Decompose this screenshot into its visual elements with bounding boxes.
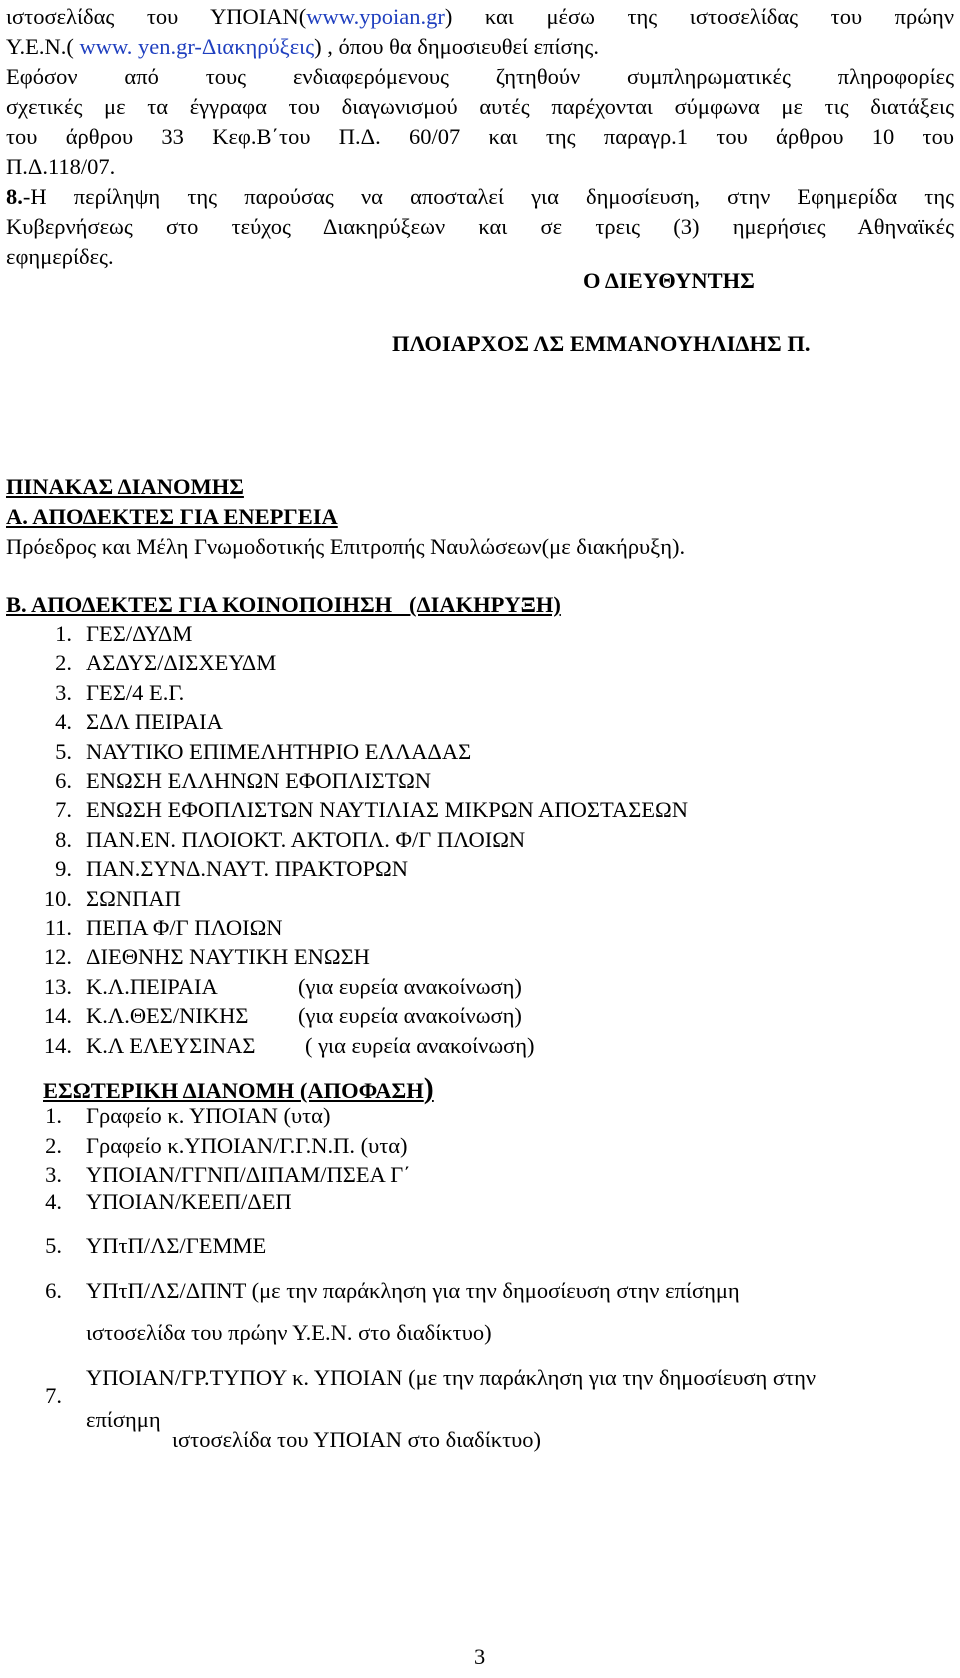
recipient-name: ΝΑΥΤΙΚΟ ΕΠΙΜΕΛΗΤΗΡΙΟ ΕΛΛΑΔΑΣ: [86, 739, 472, 764]
recipient-name: ΔΙΕΘΝΗΣ ΝΑΥΤΙΚΗ ΕΝΩΣΗ: [86, 944, 370, 969]
recipient-name: Κ.Λ.ΘΕΣ/ΝΙΚΗΣ: [86, 1003, 249, 1028]
signature-name: ΠΛΟΙΑΡΧΟΣ ΛΣ ΕΜΜΑΝΟΥΗΛΙΔΗΣ Π.: [392, 331, 811, 356]
recipient-number: 9.: [55, 856, 72, 881]
internal-item-number: 2.: [45, 1133, 62, 1158]
internal-item-number: 1.: [45, 1103, 62, 1128]
recipient-number: 1.: [55, 621, 72, 646]
recipient-number: 6.: [55, 768, 72, 793]
intro-line-5: του άρθρου 33 Κεφ.Β΄του Π.Δ. 60/07 και της παραγρ.1 του άρθρου 10 του: [6, 124, 954, 149]
recipient-name: ΓΕΣ/ΔΥΔΜ: [86, 621, 193, 646]
intro-line-6: Π.Δ.118/07.: [6, 154, 116, 179]
internal-item-text: Γραφείο κ.ΥΠΟΙΑΝ/Γ.Γ.Ν.Π. (υτα): [86, 1133, 408, 1158]
internal-item-number: 5.: [45, 1233, 62, 1258]
signature-title: Ο ΔΙΕΥΘΥΝΤΗΣ: [583, 268, 755, 293]
recipient-number: 3.: [55, 680, 72, 705]
ypoian-link[interactable]: www.ypoian.gr: [306, 4, 445, 29]
paragraph-8-line-2: Κυβερνήσεως στο τεύχος Διακηρύξεων και σε τρεις (3) ημερήσιες Αθηναϊκές: [6, 214, 954, 239]
paragraph-8-line-1: 8.-Η περίληψη της παρούσας να αποσταλεί για δημοσίευση, στην Εφημερίδα της: [6, 184, 954, 209]
recipient-number: 5.: [55, 739, 72, 764]
internal-item-text: επίσημη: [86, 1407, 161, 1432]
section-a-text: Πρόεδρος και Μέλη Γνωμοδοτικής Επιτροπής Ναυλώσεων(με διακήρυξη).: [6, 534, 686, 559]
internal-item-text: ιστοσελίδα του ΥΠΟΙΑΝ στο διαδίκτυο): [172, 1427, 542, 1452]
recipient-name: ΣΩΝΠΑΠ: [86, 886, 181, 911]
recipient-number: 2.: [55, 650, 72, 675]
recipient-number: 14.: [43, 1033, 72, 1058]
internal-item-number: 3.: [45, 1162, 62, 1187]
recipient-name: ΑΣΔΥΣ/ΔΙΣΧΕΥΔΜ: [86, 650, 277, 675]
recipient-name: ΣΔΛ ΠΕΙΡΑΙΑ: [86, 709, 223, 734]
internal-item-number: 4.: [45, 1189, 62, 1214]
paragraph-8-line-3: εφημερίδες.: [6, 244, 114, 269]
internal-distribution-heading: ΕΣΩΤΕΡΙΚΗ ΔΙΑΝΟΜΗ (ΑΠΟΦΑΣΗ): [43, 1072, 434, 1105]
recipient-note: ( για ευρεία ανακοίνωση): [305, 1033, 535, 1058]
intro-line-4: σχετικές με τα έγγραφα του διαγωνισμού αυτές παρέχονται σύμφωνα με τις διατάξεις: [6, 94, 954, 119]
internal-item-number: 6.: [45, 1278, 62, 1303]
recipient-number: 14.: [43, 1003, 72, 1028]
recipient-name: ΕΝΩΣΗ ΕΛΛΗΝΩΝ ΕΦΟΠΛΙΣΤΩΝ: [86, 768, 432, 793]
distribution-heading: ΠΙΝΑΚΑΣ ΔΙΑΝΟΜΗΣ: [6, 474, 244, 499]
recipient-number: 4.: [55, 709, 72, 734]
intro-line-1: ιστοσελίδας του ΥΠΟΙΑΝ(www.ypoian.gr) και μέσω της ιστοσελίδας του πρώην: [6, 4, 954, 29]
internal-item-text: ΥΠτΠ/ΛΣ/ΓΕΜΜΕ: [86, 1233, 267, 1258]
recipient-number: 8.: [55, 827, 72, 852]
internal-item-text: ιστοσελίδα του πρώην Υ.Ε.Ν. στο διαδίκτυο): [86, 1320, 492, 1345]
internal-item-number: 7.: [45, 1383, 62, 1408]
recipient-name: ΠΕΠΑ Φ/Γ ΠΛΟΙΩΝ: [86, 915, 283, 940]
paragraph-8-number: 8.: [6, 184, 23, 209]
recipient-note: (για ευρεία ανακοίνωση): [298, 974, 522, 999]
recipient-number: 11.: [44, 915, 72, 940]
recipient-number: 10.: [43, 886, 72, 911]
recipient-note: (για ευρεία ανακοίνωση): [298, 1003, 522, 1028]
section-b-heading: Β. ΑΠΟΔΕΚΤΕΣ ΓΙΑ ΚΟΙΝΟΠΟΙΗΣΗ (ΔΙΑΚΗΡΥΞΗ): [6, 592, 561, 617]
internal-item-text: Γραφείο κ. ΥΠΟΙΑΝ (υτα): [86, 1103, 331, 1128]
yen-link[interactable]: www. yen.gr-Διακηρύξεις: [79, 34, 315, 59]
recipient-number: 13.: [43, 974, 72, 999]
intro-line-2: Υ.Ε.Ν.( www. yen.gr-Διακηρύξεις) , όπου θα δημοσιευθεί επίσης.: [6, 34, 599, 59]
recipient-number: 12.: [43, 944, 72, 969]
recipient-name: Κ.Λ ΕΛΕΥΣΙΝΑΣ: [86, 1033, 256, 1058]
recipient-name: ΠΑΝ.ΕΝ. ΠΛΟΙΟΚΤ. ΑΚΤΟΠΛ. Φ/Γ ΠΛΟΙΩΝ: [86, 827, 526, 852]
recipient-number: 7.: [55, 797, 72, 822]
page-number: 3: [474, 1644, 486, 1669]
recipient-name: ΕΝΩΣΗ ΕΦΟΠΛΙΣΤΩΝ ΝΑΥΤΙΛΙΑΣ ΜΙΚΡΩΝ ΑΠΟΣΤΑΣΕΩΝ: [86, 797, 689, 822]
intro-line-3: Εφόσον από τους ενδιαφερόμενους ζητηθούν συμπληρωματικές πληροφορίες: [6, 64, 954, 89]
section-a-heading: Α. ΑΠΟΔΕΚΤΕΣ ΓΙΑ ΕΝΕΡΓΕΙΑ: [6, 504, 338, 529]
recipient-name: ΠΑΝ.ΣΥΝΔ.ΝΑΥΤ. ΠΡΑΚΤΟΡΩΝ: [86, 856, 409, 881]
internal-item-text: ΥΠΟΙΑΝ/ΚΕΕΠ/ΔΕΠ: [86, 1189, 292, 1214]
internal-item-text: ΥΠΟΙΑΝ/ΓΓΝΠ/ΔΙΠΑΜ/ΠΣΕΑ Γ΄: [86, 1162, 411, 1187]
internal-item-text: ΥΠΟΙΑΝ/ΓΡ.ΤΥΠΟΥ κ. ΥΠΟΙΑΝ (με την παράκληση για την δημοσίευση στην: [86, 1365, 817, 1390]
internal-item-text: ΥΠτΠ/ΛΣ/ΔΠΝΤ (με την παράκληση για την δημοσίευση στην επίσημη: [86, 1278, 740, 1303]
recipient-name: ΓΕΣ/4 Ε.Γ.: [86, 680, 185, 705]
recipient-name: Κ.Λ.ΠΕΙΡΑΙΑ: [86, 974, 218, 999]
